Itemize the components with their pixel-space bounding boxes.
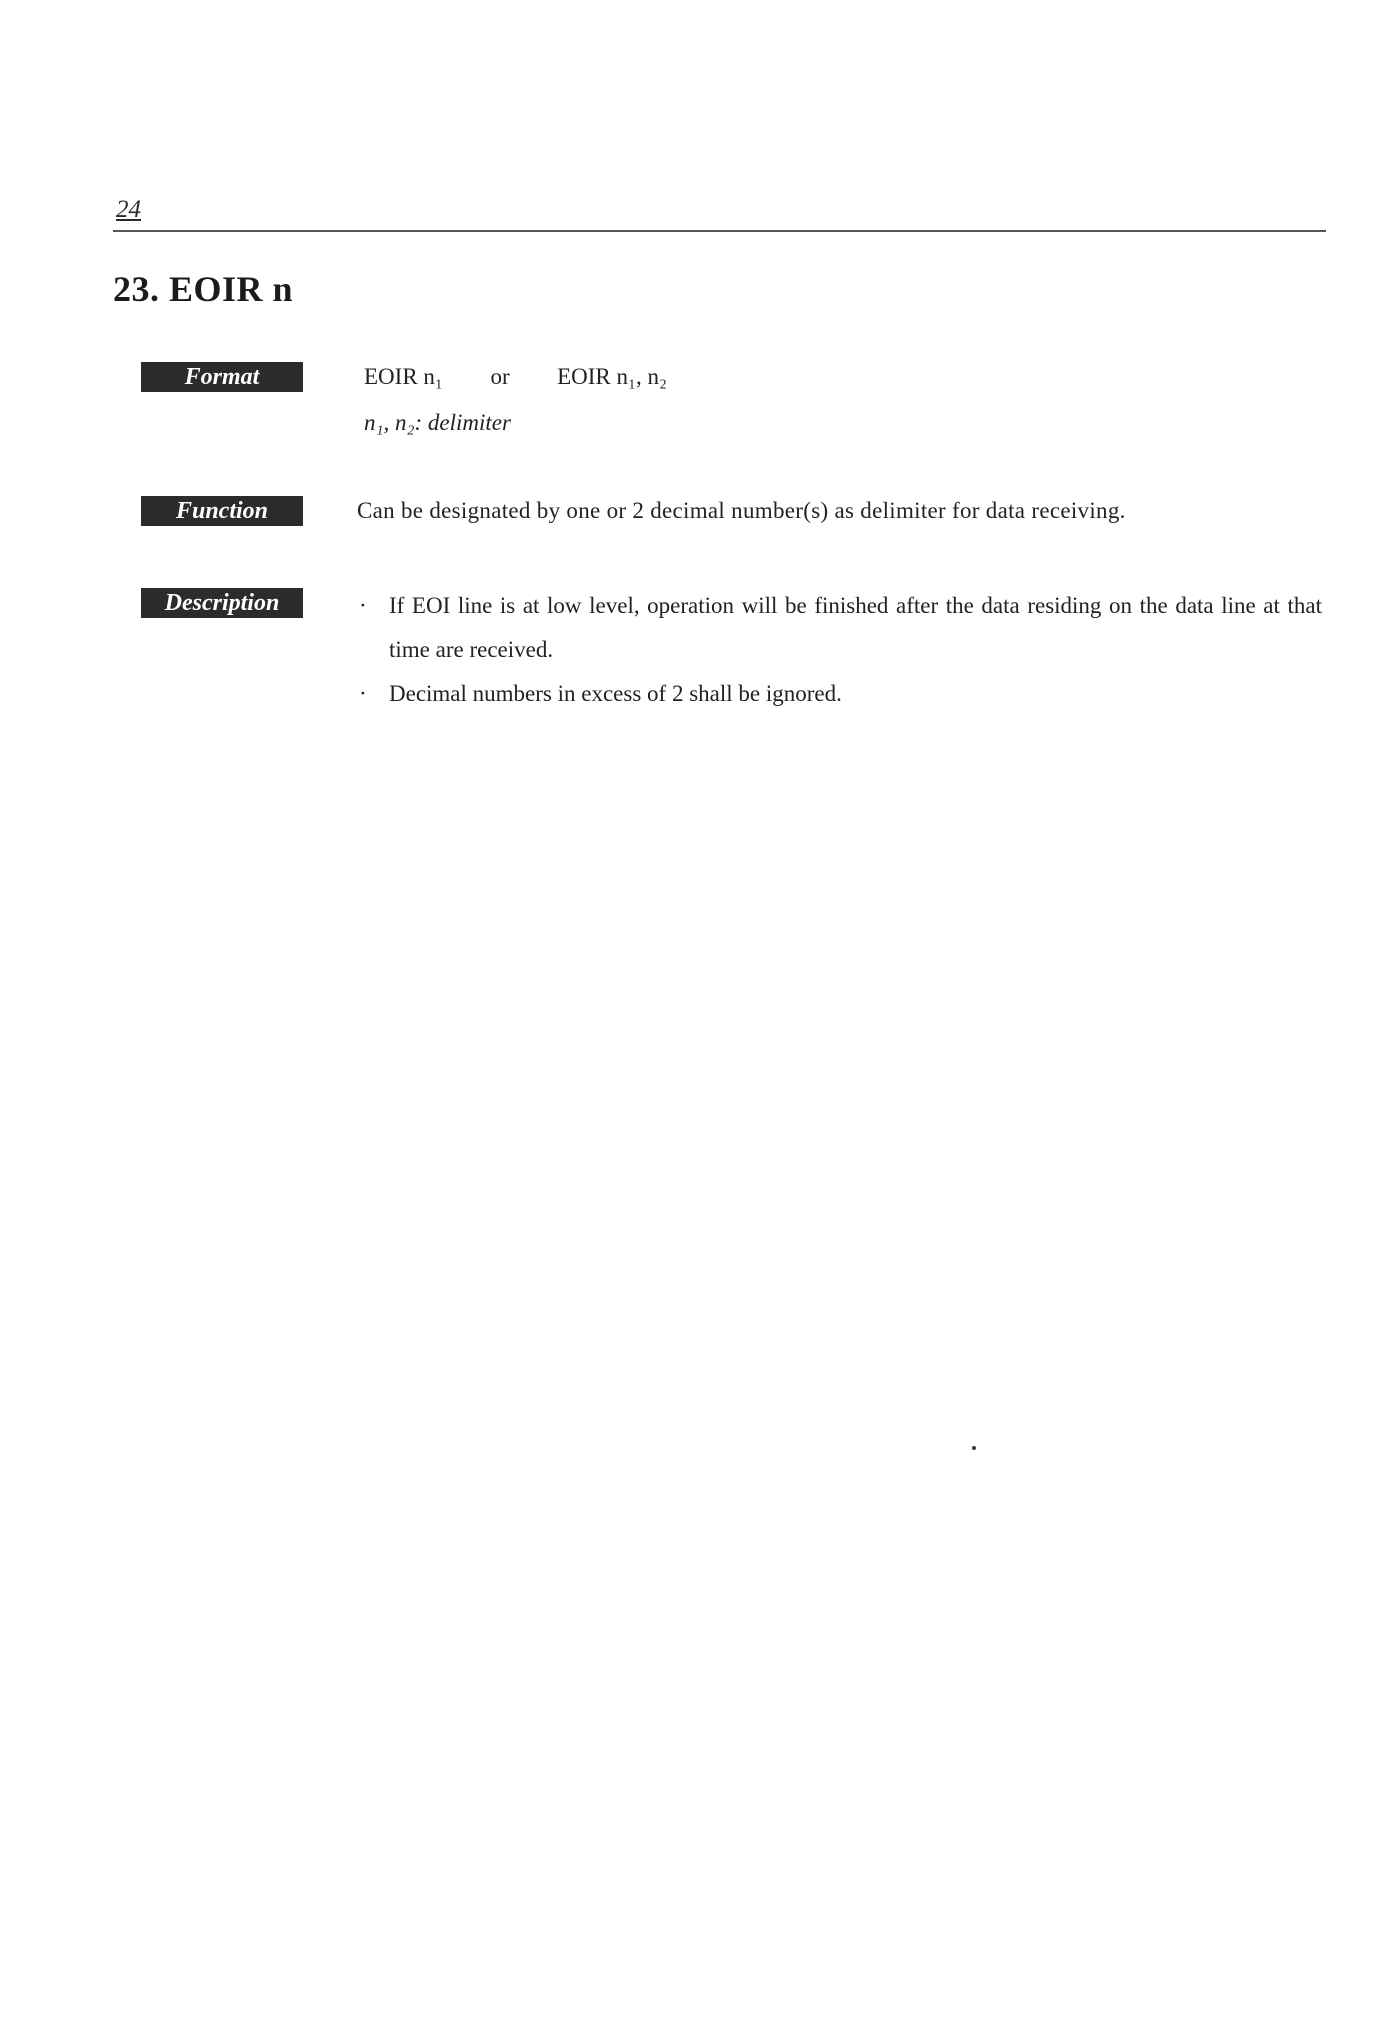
description-label: Description — [141, 588, 303, 618]
format-params: n₁, n₂: delimiter — [364, 410, 511, 435]
format-syntax-double: EOIR n₁, n₂ — [557, 364, 668, 389]
description-item — [357, 584, 1322, 672]
format-label: Format — [141, 362, 303, 392]
format-or: or — [490, 364, 510, 389]
page-number: 24 — [116, 196, 141, 223]
function-text: Can be designated by one or 2 decimal number(s) as delimiter for data receiving. — [357, 498, 1126, 523]
bullet-icon: · — [359, 681, 367, 706]
description-list — [357, 584, 1322, 716]
scan-speck — [972, 1446, 976, 1450]
section-title: 23. EOIR n — [113, 269, 294, 309]
bullet-icon: · — [359, 593, 367, 618]
header-rule — [113, 230, 1326, 232]
format-syntax-single: EOIR n₁ — [364, 364, 443, 389]
description-item-text: Decimal numbers in excess of 2 shall be ignored. — [389, 681, 842, 706]
description-item — [357, 672, 1322, 716]
description-item-text: If EOI line is at low level, operation will be finished after the data residing on the data line at that time are received. — [389, 593, 1322, 662]
function-label: Function — [141, 496, 303, 526]
format-syntax — [364, 364, 667, 390]
